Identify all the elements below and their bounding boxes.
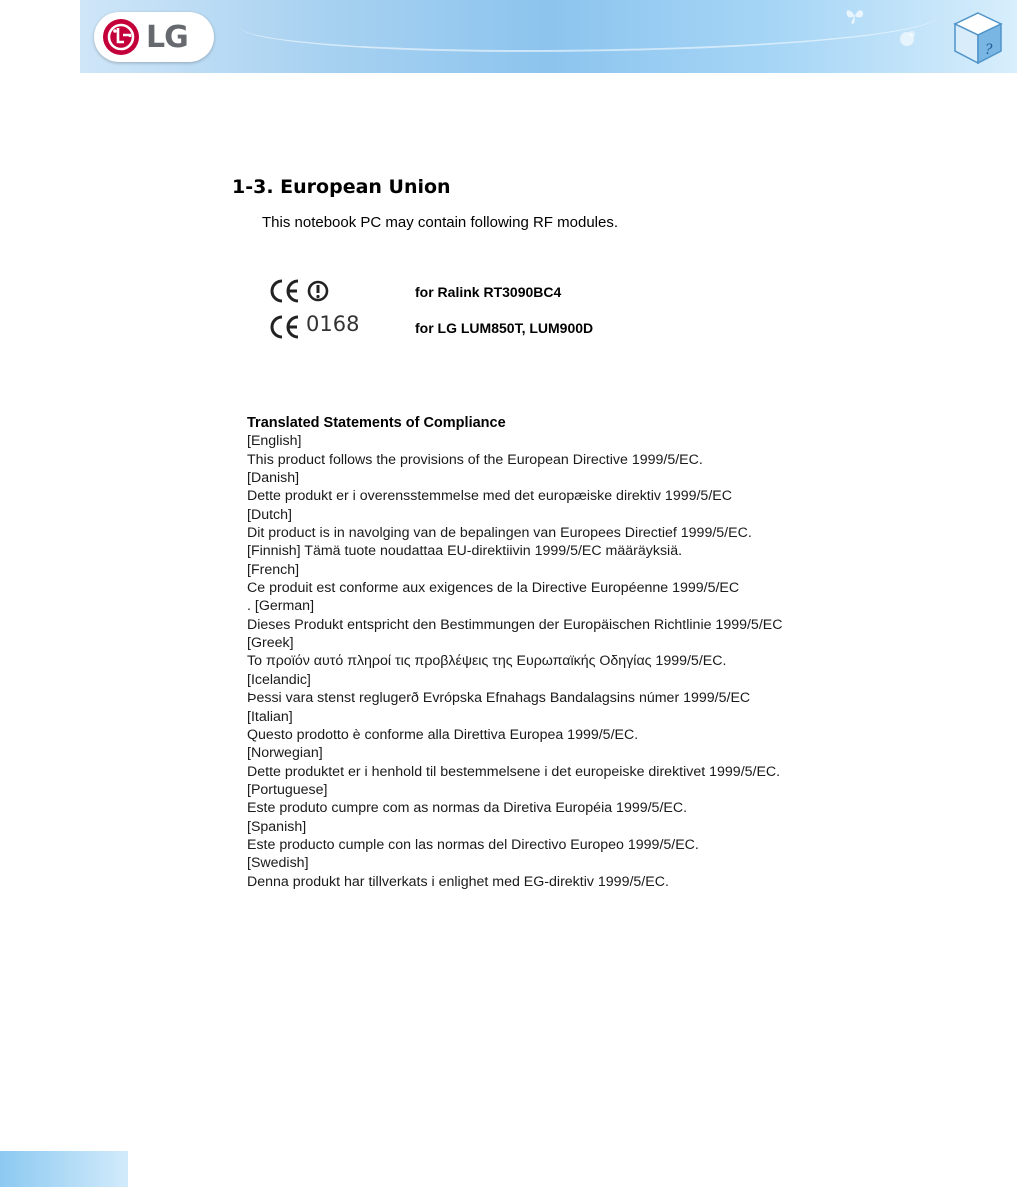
compliance-line: Denna produkt har tillverkats i enlighet med EG-direktiv 1999/5/EC. <box>247 873 669 890</box>
ce-alert-mark-icon <box>268 278 338 304</box>
header-banner <box>80 0 1017 73</box>
compliance-line: [Italian] <box>247 708 293 725</box>
compliance-line: Dieses Produkt entspricht den Bestimmungen der Europäischen Richtlinie 1999/5/EC <box>247 616 783 633</box>
header-wave-decoration <box>240 0 940 52</box>
compliance-heading: Translated Statements of Compliance <box>247 415 506 431</box>
compliance-line: Dit product is in navolging van de bepalingen van Europees Directief 1999/5/EC. <box>247 525 752 542</box>
compliance-line: [Dutch] <box>247 506 292 523</box>
ce-notified-body-number: 0168 <box>306 312 360 336</box>
rf-module-label: for Ralink RT3090BC4 <box>415 284 562 300</box>
compliance-line: Þessi vara stenst reglugerð Evrópska Efnahags Bandalagsins númer 1999/5/EC <box>247 690 751 707</box>
ce-mark-icon <box>268 314 304 340</box>
compliance-line: [Greek] <box>247 635 294 652</box>
compliance-line: This product follows the provisions of the European Directive 1999/5/EC. <box>247 451 703 468</box>
bubble-decoration-icon <box>898 30 916 48</box>
rf-module-row <box>268 314 718 342</box>
compliance-statements <box>247 414 887 891</box>
compliance-line: [Spanish] <box>247 818 307 835</box>
compliance-line: [Portuguese] <box>247 781 328 798</box>
help-cube-label: ? <box>985 42 993 58</box>
compliance-line: Το προϊόν αυτό πληροί τις προβλέψεις της Ευρωπαϊκής Οδηγίας 1999/5/EC. <box>247 653 727 670</box>
logo-wordmark: LG <box>146 19 188 55</box>
compliance-line: Ce produit est conforme aux exigences de la Directive Européenne 1999/5/EC <box>247 580 740 597</box>
intro-text: This notebook PC may contain following RF modules. <box>262 214 619 231</box>
section-title: 1-3. European Union <box>232 176 451 198</box>
lg-face-icon <box>102 18 140 56</box>
butterfly-icon <box>844 6 866 26</box>
compliance-line: [Finnish] Tämä tuote noudattaa EU-direktiivin 1999/5/EC määräyksiä. <box>247 543 683 560</box>
compliance-line: Questo prodotto è conforme alla Direttiva Europea 1999/5/EC. <box>247 726 639 743</box>
help-cube-icon[interactable] <box>952 10 1004 66</box>
lg-logo <box>94 12 214 62</box>
compliance-line: Dette produktet er i henhold til bestemmelsene i det europeiske direktivet 1999/5/EC. <box>247 763 781 780</box>
compliance-line: [Icelandic] <box>247 671 311 688</box>
compliance-line: [Danish] <box>247 470 300 487</box>
compliance-line: . [German] <box>247 598 315 615</box>
rf-module-row <box>268 278 718 306</box>
compliance-line: Este producto cumple con las normas del Directivo Europeo 1999/5/EC. <box>247 836 699 853</box>
compliance-line: [Swedish] <box>247 855 309 872</box>
compliance-line: Dette produkt er i overensstemmelse med det europæiske direktiv 1999/5/EC <box>247 488 732 505</box>
compliance-line: [French] <box>247 561 300 578</box>
rf-module-label: for LG LUM850T, LUM900D <box>415 320 594 336</box>
footer-bar <box>0 1151 128 1187</box>
compliance-line: Este produto cumpre com as normas da Diretiva Européia 1999/5/EC. <box>247 800 688 817</box>
compliance-line: [English] <box>247 433 302 450</box>
compliance-line: [Norwegian] <box>247 745 323 762</box>
